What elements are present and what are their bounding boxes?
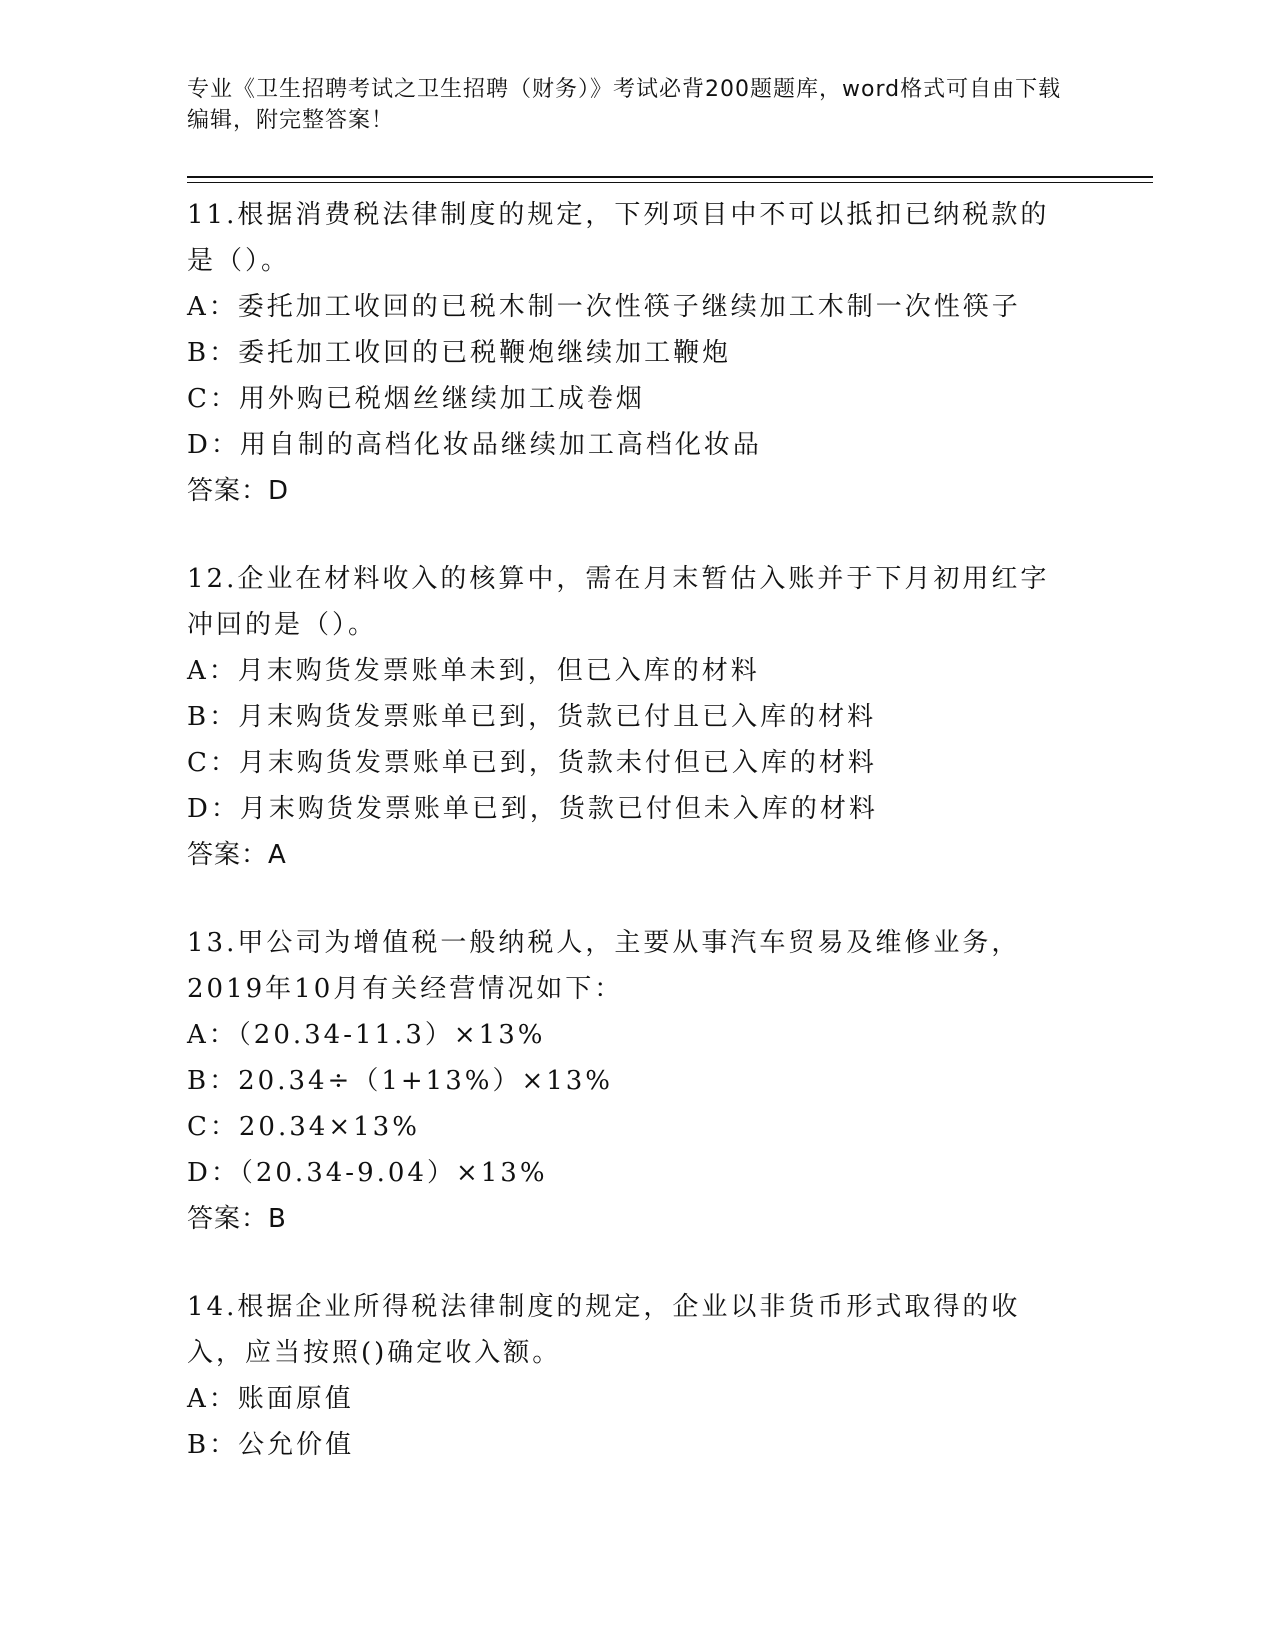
answer: 答案：B xyxy=(187,1204,287,1234)
question-stem: 14.根据企业所得税法律制度的规定，企业以非货币形式取得的收入，应当按照()确定收入额。 xyxy=(187,1292,1021,1368)
option-d: D：月末购货发票账单已到，货款已付但未入库的材料 xyxy=(187,794,878,824)
option-b: B：月末购货发票账单已到，货款已付且已入库的材料 xyxy=(187,702,877,732)
question-stem: 13.甲公司为增值税一般纳税人，主要从事汽车贸易及维修业务，2019年10月有关经营情况如下： xyxy=(187,928,1021,1004)
option-c: C：月末购货发票账单已到，货款未付但已入库的材料 xyxy=(187,748,877,778)
question-12 xyxy=(187,556,1087,878)
document-header: 专业《卫生招聘考试之卫生招聘（财务）》考试必背200题题库，word格式可自由下载编辑，附完整答案！ xyxy=(187,77,1062,133)
header-rule-thin xyxy=(187,182,1153,183)
question-11 xyxy=(187,192,1087,514)
option-b: B：公允价值 xyxy=(187,1430,355,1460)
header-rule-thick xyxy=(187,176,1153,178)
option-b: B：委托加工收回的已税鞭炮继续加工鞭炮 xyxy=(187,338,732,368)
option-a: A：账面原值 xyxy=(187,1384,354,1414)
option-d: D：用自制的高档化妆品继续加工高档化妆品 xyxy=(187,430,762,460)
question-14 xyxy=(187,1284,1087,1468)
option-a: A：委托加工收回的已税木制一次性筷子继续加工木制一次性筷子 xyxy=(187,292,1021,322)
question-stem: 11.根据消费税法律制度的规定，下列项目中不可以抵扣已纳税款的是（）。 xyxy=(187,200,1050,276)
option-c: C：用外购已税烟丝继续加工成卷烟 xyxy=(187,384,645,414)
question-list xyxy=(187,192,1087,1510)
option-b: B：20.34÷（1+13%）×13% xyxy=(187,1066,614,1096)
option-d: D：（20.34-9.04）×13% xyxy=(187,1158,548,1188)
answer: 答案：D xyxy=(187,476,290,506)
option-a: A：（20.34-11.3）×13% xyxy=(187,1020,546,1050)
option-c: C：20.34×13% xyxy=(187,1112,420,1142)
question-stem: 12.企业在材料收入的核算中，需在月末暂估入账并于下月初用红字冲回的是（）。 xyxy=(187,564,1050,640)
question-13 xyxy=(187,920,1087,1242)
option-a: A：月末购货发票账单未到，但已入库的材料 xyxy=(187,656,760,686)
answer: 答案：A xyxy=(187,840,287,870)
